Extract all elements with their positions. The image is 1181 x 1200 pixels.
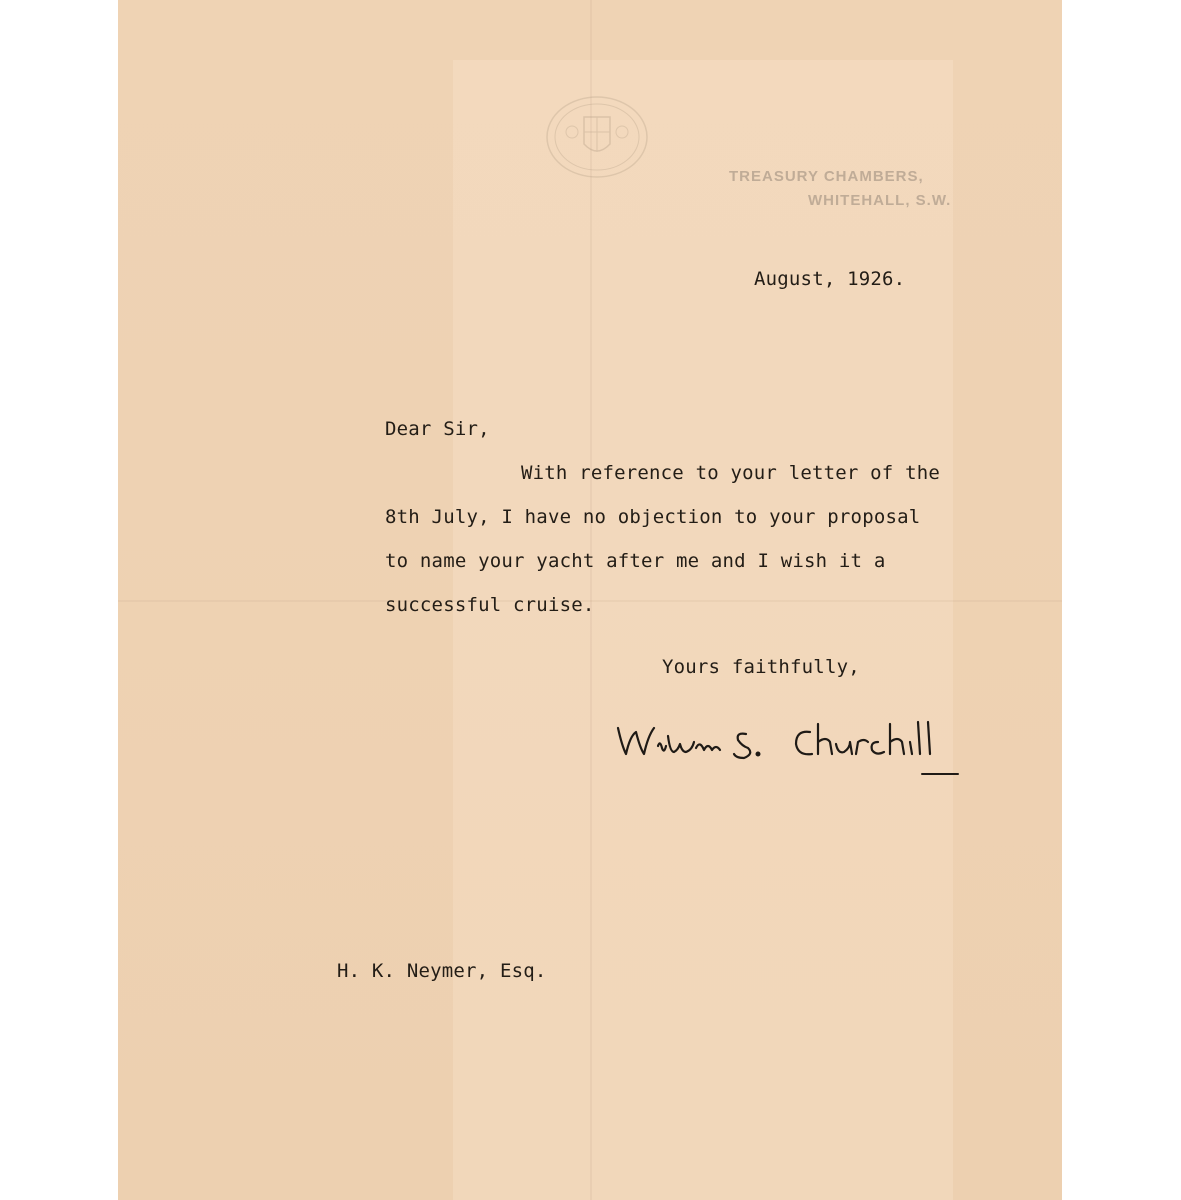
closing: Yours faithfully,: [662, 656, 860, 678]
letterhead-line-2: WHITEHALL, S.W.: [808, 192, 952, 209]
salutation: Dear Sir,: [385, 418, 490, 440]
paper-panel: [453, 60, 953, 1200]
handwritten-signature: [596, 706, 966, 811]
body-line-2: 8th July, I have no objection to your proposal: [385, 506, 921, 528]
letterhead-line-1: TREASURY CHAMBERS,: [729, 168, 924, 185]
body-line-4: successful cruise.: [385, 594, 595, 616]
embossed-crest-icon: [542, 92, 652, 182]
body-line-3: to name your yacht after me and I wish it a: [385, 550, 886, 572]
addressee: H. K. Neymer, Esq.: [337, 960, 547, 982]
body-line-1: With reference to your letter of the: [521, 462, 941, 484]
letter-date: August, 1926.: [754, 268, 906, 290]
